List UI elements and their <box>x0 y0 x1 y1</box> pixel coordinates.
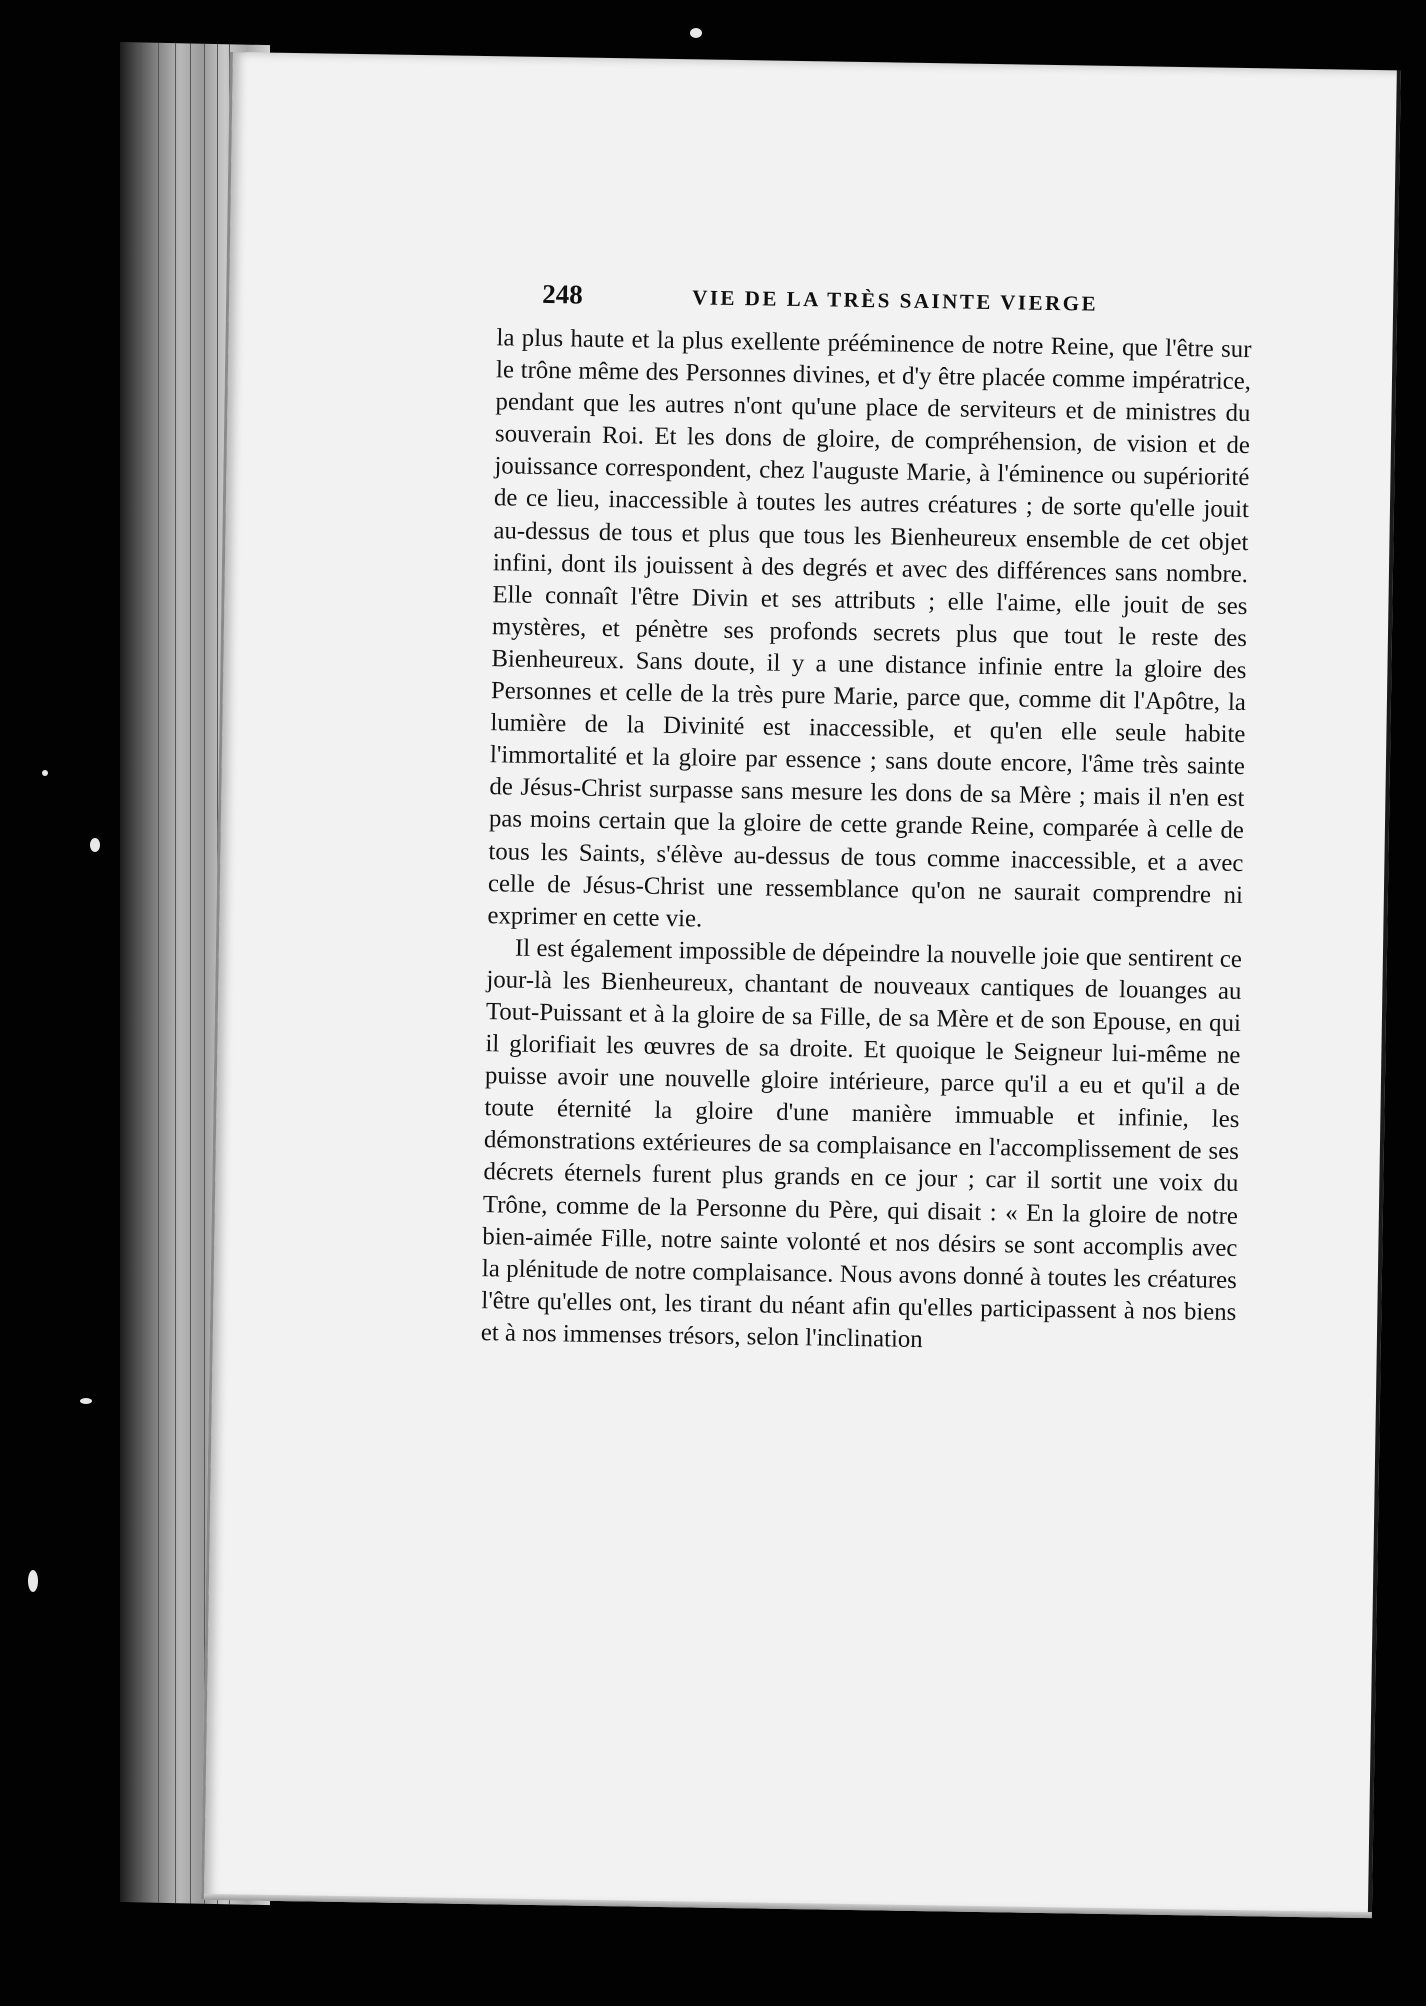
page-right-edge <box>1368 70 1401 1918</box>
paragraph: Il est également impossible de dépeindre la nouvelle joie que sentirent ce jour-là les Bienheureux, chantant de nouveaux cantiques de louanges au Tout-Puissant et à la gloire de sa Fille, de sa Mère et de son Epouse, en qui il glorifiait les œuvres de sa droite. Et quoique le Seigneur lui-même ne puisse avoir une nouvelle gloire intérieure, parce qu'il a eu et qu'il a de toute éternité la gloire d'une manière immuable et infinie, les démonstrations extérieures de sa complaisance en l'accomplissement de ses décrets éternels furent plus grands en ce jour ; car il sortit une voix du Trône, comme de la Personne du Père, qui disait : « En la gloire de notre bien-aimée Fille, notre sainte volonté et nos désirs se sont accomplis avec la plénitude de notre complaisance. Nous avons donné à toutes les créatures l'être qu'elles ont, les tirant du néant afin qu'elles participassent à nos biens et à nos immenses trésors, selon l'inclination <box>480 934 1243 1353</box>
page-number: 248 <box>542 278 583 310</box>
body-text <box>481 322 1252 1361</box>
running-title: VIE DE LA TRÈS SAINTE VIERGE <box>692 285 1099 316</box>
page-bottom-edge <box>204 1894 1372 1918</box>
scan-speck <box>80 1398 92 1404</box>
scan-speck <box>28 1570 38 1592</box>
scan-speck <box>690 28 702 38</box>
paragraph: la plus haute et la plus exellente prééminence de notre Reine, que l'être sur le trône même des Personnes divines, et d'y être placée comme impératrice, pendant que les autres n'ont qu'une place de serviteurs et de ministres du souverain Roi. Et les dons de gloire, de compréhension, de vision et de jouissance correspondent, chez l'auguste Marie, à l'éminence ou supériorité de ce lieu, inaccessible à toutes les autres créatures ; de sorte qu'elle jouit au-dessus de tous et plus que tous les Bienheureux ensemble de cet objet infini, dont ils jouissent à des degrés et avec des différences sans nombre. Elle connaît l'être Divin et ses attributs ; elle l'aime, elle jouit de ses mystères, et pénètre ses profonds secrets plus que tout le reste des Bienheureux. Sans doute, il y a une distance infinie entre la gloire des Personnes et celle de la très pure Marie, parce que, comme dit l'Apôtre, la lumière de la Divinité est inaccessible, et qu'en elle seule habite l'immortalité et la gloire par essence ; sans doute encore, l'âme très sainte de Jésus-Christ surpasse sans mesure les dons de sa Mère ; mais il n'en est pas moins certain que la gloire de cette grande Reine, comparée à celle de tous les Saints, s'élève au-dessus de tous comme inaccessible, et a avec celle de Jésus-Christ une ressemblance qu'on ne saurait comprendre ni exprimer en cette vie. <box>487 324 1252 933</box>
book-page <box>201 52 1401 1918</box>
scan-speck <box>42 770 48 776</box>
scan-speck <box>90 838 100 852</box>
